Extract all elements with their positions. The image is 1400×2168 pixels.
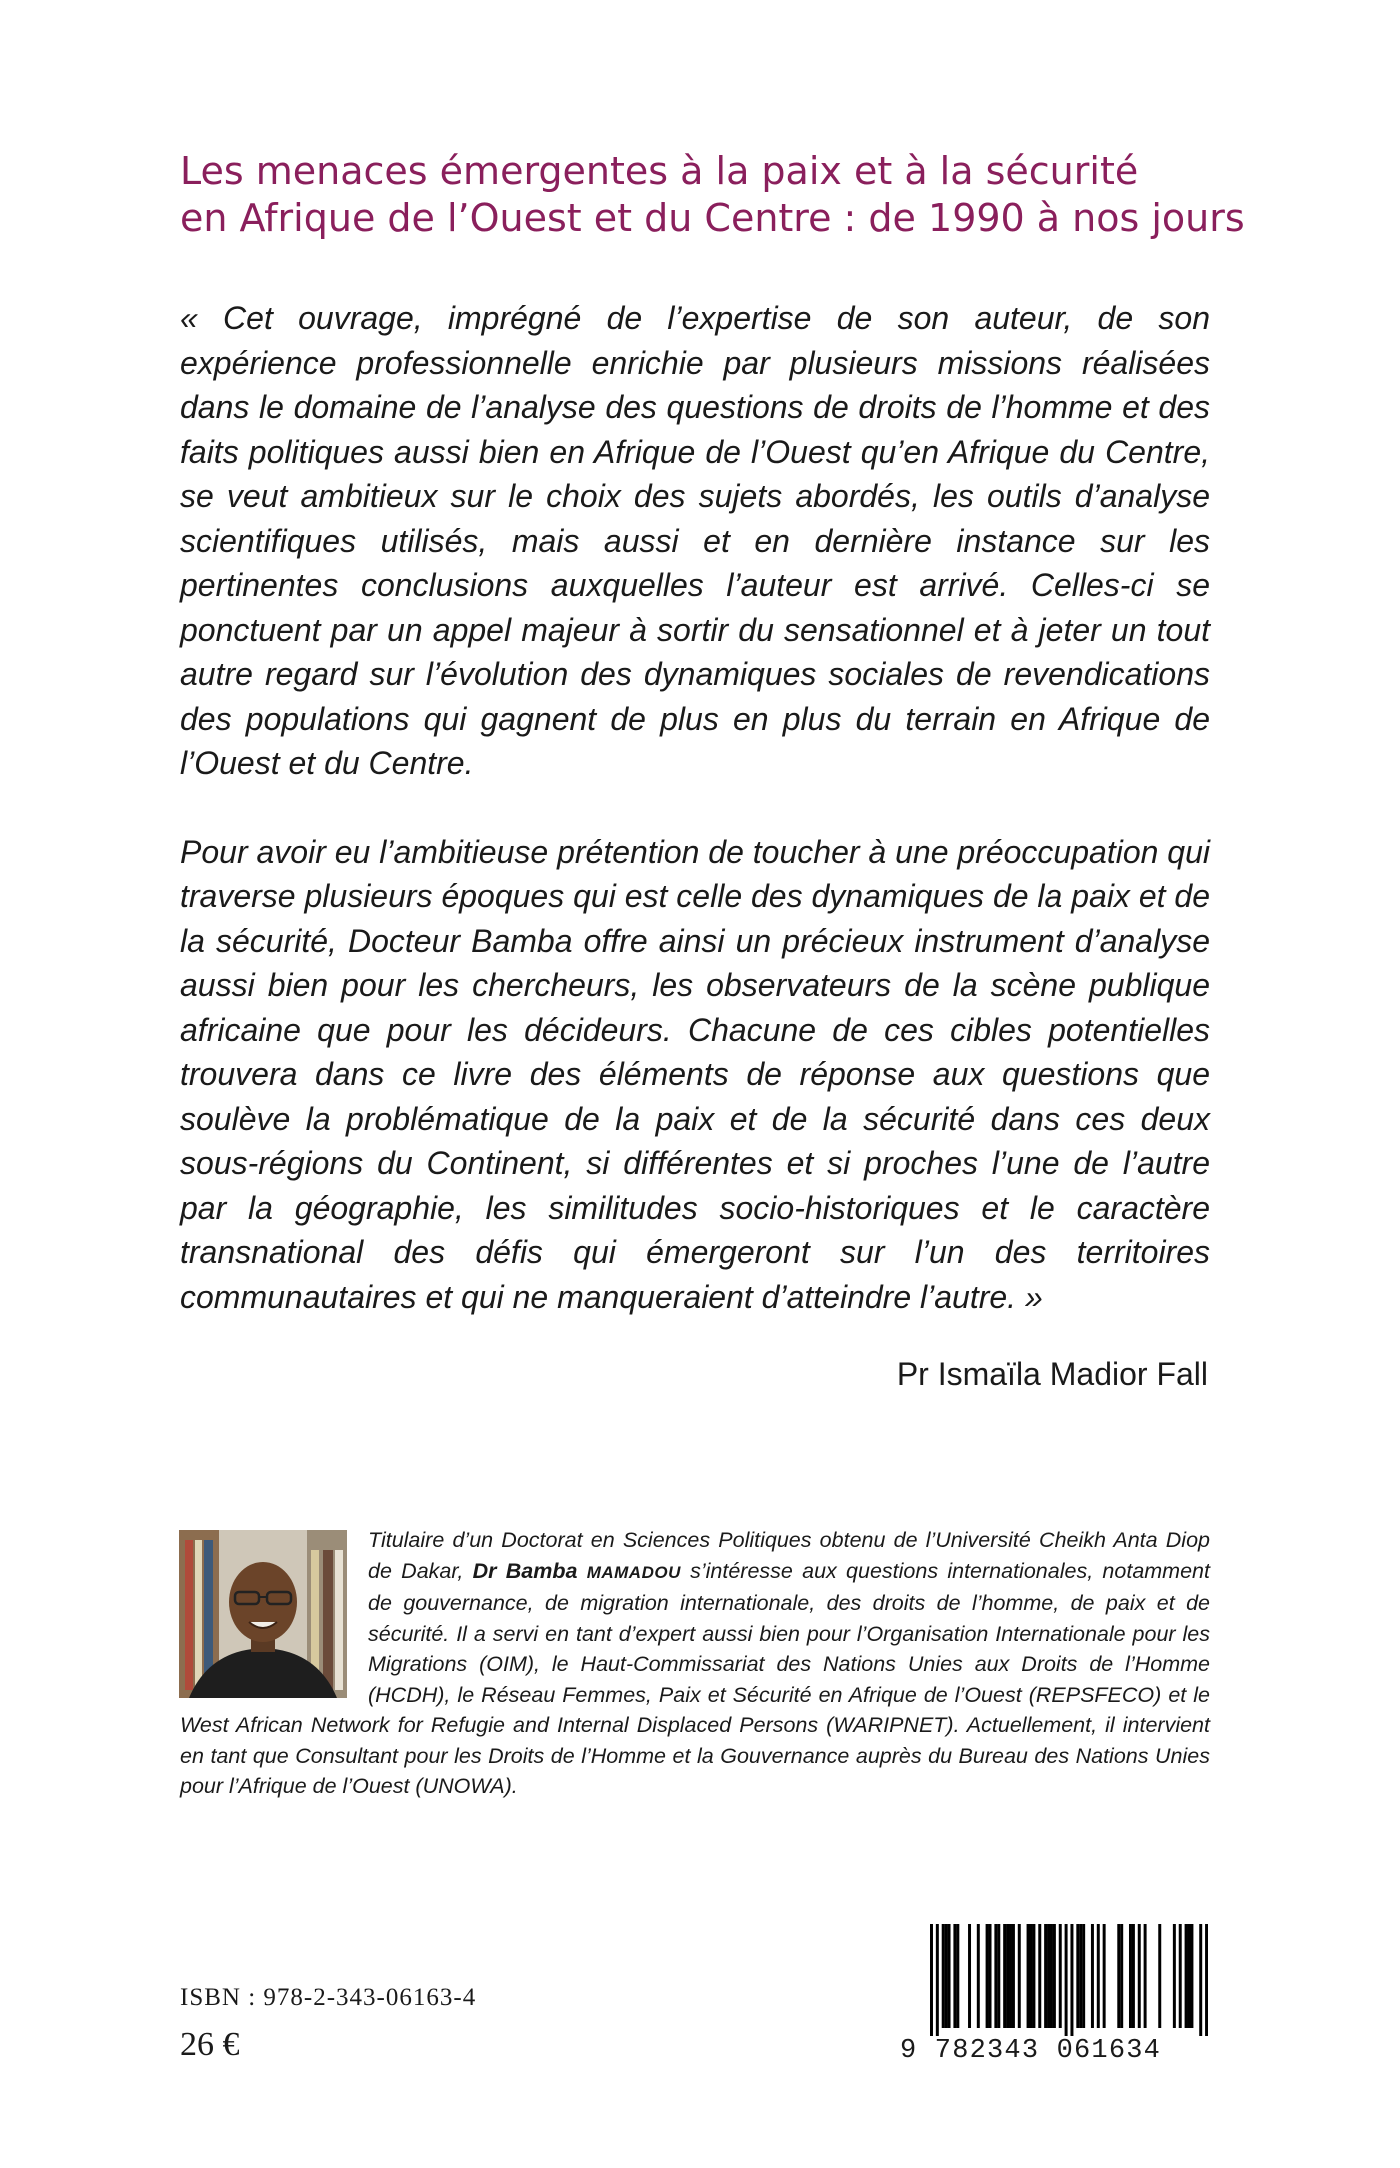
- barcode-bar: [1076, 1924, 1079, 2028]
- bio-text-intro: Titulaire d’un Doctorat en Sciences Politiques obtenu de l’Université Cheikh Anta Diop de Dakar,: [368, 1528, 1210, 1583]
- barcode-bars: [930, 1924, 1208, 2036]
- barcode-bar: [1059, 1924, 1062, 2028]
- barcode-bar: [1003, 1924, 1006, 2028]
- barcode-bar: [968, 1924, 971, 2028]
- author-name-first: Dr Bamba: [472, 1558, 587, 1583]
- barcode-bar: [986, 1924, 989, 2028]
- barcode-bar: [1144, 1924, 1147, 2028]
- book-title-line-2: en Afrique de l’Ouest et du Centre : de 1990 à nos jours: [180, 196, 1245, 240]
- barcode-bar: [1205, 1924, 1208, 2036]
- barcode-bar: [1103, 1924, 1106, 2028]
- barcode-bar: [956, 1924, 959, 2028]
- barcode-bar: [1138, 1924, 1141, 2028]
- barcode-bar: [930, 1924, 933, 2036]
- isbn: ISBN : 978-2-343-06163-4: [180, 1984, 477, 2011]
- quote-paragraph-2: Pour avoir eu l’ambitieuse prétention de toucher à une préoccupation qui traverse plusieurs époques qui est celle des dynamiques de la paix et de la sécurité, Docteur Bamba offre ainsi un précieux instrument d’analyse aussi bien pour les chercheurs, les observateurs de la scène publique africaine que pour les décideurs. Chacune de ces cibles potentielles trouvera dans ce livre des éléments de réponse aux questions que soulève la problématique de la paix et de la sécurité dans ces deux sous-régions du Continent, si différentes et si proches l’une de l’autre par la géographie, les similitudes socio-historiques et le caractère transnational des défis qui émergeront sur l’un des territoires communautaires et qui ne manqueraient d’atteindre l’autre. »: [180, 833, 1210, 1315]
- photo-text-wrap: [180, 1525, 368, 1705]
- book-title: [180, 148, 1260, 242]
- barcode-bar: [1079, 1924, 1082, 2028]
- book-title-line-1: Les menaces émergentes à la paix et à la sécurité: [180, 149, 1139, 193]
- barcode-bar: [1188, 1924, 1191, 2028]
- price: 26 €: [180, 2026, 240, 2063]
- barcode-bar: [942, 1924, 945, 2028]
- barcode-bar: [1091, 1924, 1094, 2028]
- barcode-bar: [1047, 1924, 1050, 2028]
- preface-quote: [180, 296, 1210, 1363]
- barcode-bar: [994, 1924, 997, 2028]
- barcode-bar: [945, 1924, 948, 2028]
- author-name: [473, 1559, 681, 1583]
- barcode-bar: [1009, 1924, 1012, 2028]
- barcode-bar: [948, 1924, 951, 2028]
- barcode-bar: [1065, 1924, 1068, 2036]
- barcode-bar: [1029, 1924, 1032, 2028]
- barcode-bar: [1012, 1924, 1015, 2028]
- barcode-bar: [1185, 1924, 1188, 2028]
- barcode-bar: [1158, 1924, 1161, 2028]
- barcode-bar: [1117, 1924, 1120, 2028]
- barcode-bar: [1032, 1924, 1035, 2028]
- barcode-bar: [1199, 1924, 1202, 2036]
- barcode-bar: [1006, 1924, 1009, 2028]
- barcode-bar: [1027, 1924, 1030, 2028]
- barcode-bar: [989, 1924, 992, 2028]
- barcode-bar: [1097, 1924, 1100, 2028]
- barcode-bar: [997, 1924, 1000, 2028]
- quote-paragraph-1: « Cet ouvrage, imprégné de l’expertise de son auteur, de son expérience professionnelle enrichie par plusieurs missions réalisées dans le domaine de l’analyse des questions de droits de l’homme et des faits politiques aussi bien en Afrique de l’Ouest qu’en Afrique du Centre, se veut ambitieux sur le choix des sujets abordés, les outils d’analyse scientifiques utilisés, mais aussi et en dernière instance sur les pertinentes conclusions auxquelles l’auteur est arrivé. Celles-ci se ponctuent par un appel majeur à sortir du sensationnel et à jeter un tout autre regard sur l’évolution des dynamiques sociales de revendications des populations qui gagnent de plus en plus du terrain en Afrique de l’Ouest et du Centre.: [180, 300, 1210, 781]
- author-name-last: MAMADOU: [586, 1562, 681, 1582]
- barcode-bar: [953, 1924, 956, 2028]
- quote-attribution: Pr Ismaïla Madior Fall: [896, 1356, 1208, 1392]
- barcode-bar: [1044, 1924, 1047, 2028]
- barcode-bar: [977, 1924, 980, 2028]
- barcode-bar: [1120, 1924, 1123, 2028]
- barcode-bar: [1050, 1924, 1053, 2028]
- barcode-bar: [1173, 1924, 1176, 2028]
- barcode-bar: [1179, 1924, 1182, 2028]
- bio-text-rest: s’intéresse aux questions internationales, notamment de gouvernance, de migration internationale, des droits de l’homme, de paix et de sécurité. Il a servi en tant d’expert aussi bien pour l’Organisation Internationale pour les Migrations (OIM), le Haut-Commissariat des Nations Unies aux Droits de l’Homme (HCDH), le Réseau Femmes, Paix et Sécurité en Afrique de l’Ouest (REPSFECO) et le West African Network for Refugie and Internal Displaced Persons (WARIPNET). Actuellement, il intervient en tant que Consultant pour les Droits de l’Homme et la Gouvernance auprès du Bureau des Nations Unies pour l’Afrique de l’Ouest (UNOWA).: [180, 1558, 1210, 1798]
- barcode-bar: [1190, 1924, 1193, 2028]
- barcode: [900, 1924, 1208, 2072]
- barcode-bar: [936, 1924, 939, 2036]
- barcode-bar: [1132, 1924, 1135, 2028]
- barcode-bar: [1018, 1924, 1021, 2028]
- barcode-digits: 9 782343 061634: [900, 2036, 1162, 2066]
- barcode-bar: [1053, 1924, 1056, 2028]
- author-biography: [180, 1525, 1210, 1802]
- barcode-bar: [1038, 1924, 1041, 2028]
- barcode-bar: [1070, 1924, 1073, 2036]
- barcode-bar: [1129, 1924, 1132, 2028]
- barcode-bar: [1082, 1924, 1085, 2028]
